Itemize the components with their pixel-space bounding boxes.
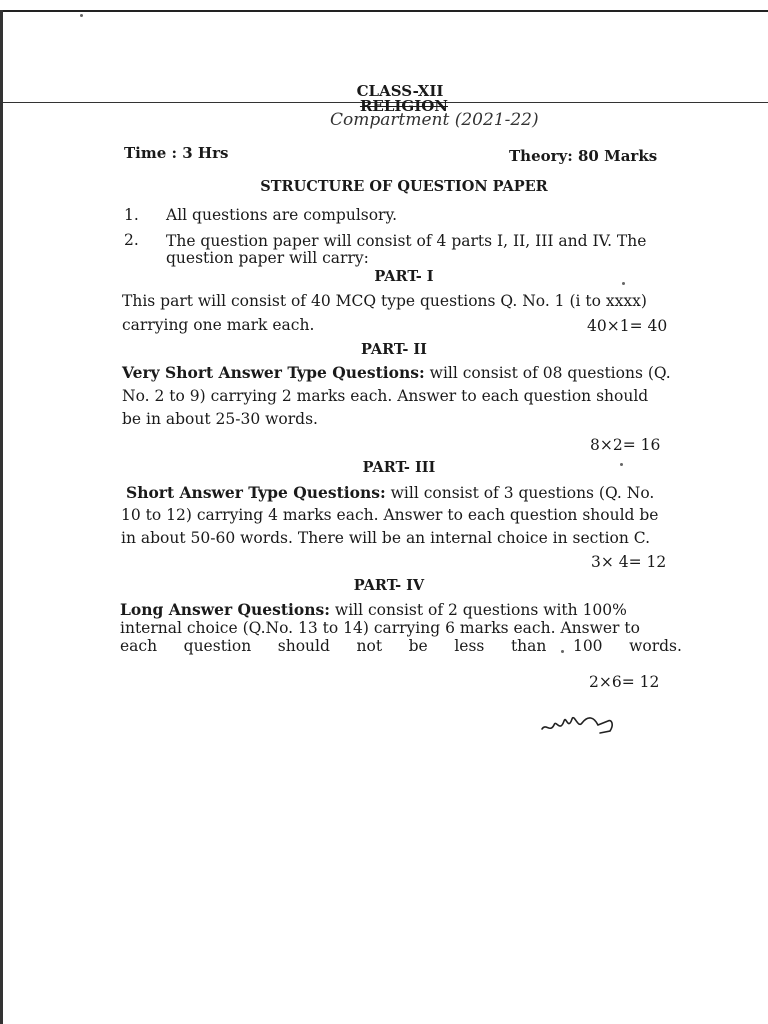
part-1-heading: PART- I: [374, 268, 434, 285]
part-1-text: carrying one mark each.: [122, 316, 315, 334]
word: less: [454, 637, 485, 655]
part-3-text: 10 to 12) carrying 4 marks each. Answer to each question should be: [121, 506, 659, 524]
handwritten-note: Compartment (2021-22): [330, 110, 539, 130]
word: than: [510, 637, 547, 655]
scan-top-border: [0, 10, 768, 12]
part-4-score: 2×6= 12: [589, 673, 660, 691]
scan-speck: [622, 282, 625, 285]
part-4-text: [120, 600, 627, 619]
part-3-line1-rest: will consist of 3 questions (Q. No.: [385, 484, 655, 502]
part-4-line1-rest: will consist of 2 questions with 100%: [330, 601, 627, 619]
part-1-score: 40×1= 40: [587, 317, 668, 335]
word: question: [183, 637, 252, 655]
instruction-text: question paper will carry:: [166, 249, 369, 267]
scan-left-border: [0, 10, 3, 1024]
instruction-text: All questions are compulsory.: [166, 206, 398, 224]
word: should: [277, 637, 330, 655]
time-label: Time : 3 Hrs: [124, 144, 229, 162]
part-1-text: This part will consist of 40 MCQ type questions Q. No. 1 (i to xxxx): [122, 292, 647, 310]
part-4-justified-line: [120, 637, 682, 655]
word: not: [356, 637, 383, 655]
part-2-heading: PART- II: [361, 341, 427, 358]
part-3-text: [126, 483, 654, 502]
part-2-text: [122, 363, 671, 382]
structure-heading: STRUCTURE OF QUESTION PAPER: [260, 178, 548, 195]
part-2-score: 8×2= 16: [590, 436, 661, 454]
word: be: [408, 637, 428, 655]
part-4-text: internal choice (Q.No. 13 to 14) carrying 6 marks each. Answer to: [120, 619, 640, 637]
part-3-heading: PART- III: [362, 459, 436, 476]
instruction-number: 2.: [124, 231, 139, 249]
instruction-number: 1.: [124, 206, 139, 224]
part-2-text: be in about 25-30 words.: [122, 410, 318, 428]
part-4-bold-lead: Long Answer Questions:: [120, 600, 330, 619]
part-3-score: 3× 4= 12: [591, 553, 667, 571]
scan-speck: [80, 14, 83, 17]
word: words.: [629, 637, 682, 655]
scan-speck: [620, 463, 623, 466]
scan-speck: [561, 650, 564, 653]
part-2-bold-lead: Very Short Answer Type Questions:: [122, 363, 425, 382]
word: 100: [572, 637, 603, 655]
part-3-bold-lead: Short Answer Type Questions:: [126, 483, 386, 502]
word: each: [120, 637, 158, 655]
instruction-text: The question paper will consist of 4 parts I, II, III and IV. The: [166, 232, 647, 250]
signature-mark: [538, 703, 618, 743]
subject-title: RELIGION: [359, 97, 449, 115]
part-3-text: in about 50-60 words. There will be an internal choice in section C.: [121, 529, 651, 547]
part-2-text: No. 2 to 9) carrying 2 marks each. Answer to each question should: [122, 387, 649, 405]
part-2-line1-rest: will consist of 08 questions (Q.: [424, 364, 671, 382]
class-title: CLASS-XII: [356, 82, 444, 100]
theory-marks-label: Theory: 80 Marks: [509, 147, 658, 165]
part-4-heading: PART- IV: [353, 577, 425, 594]
